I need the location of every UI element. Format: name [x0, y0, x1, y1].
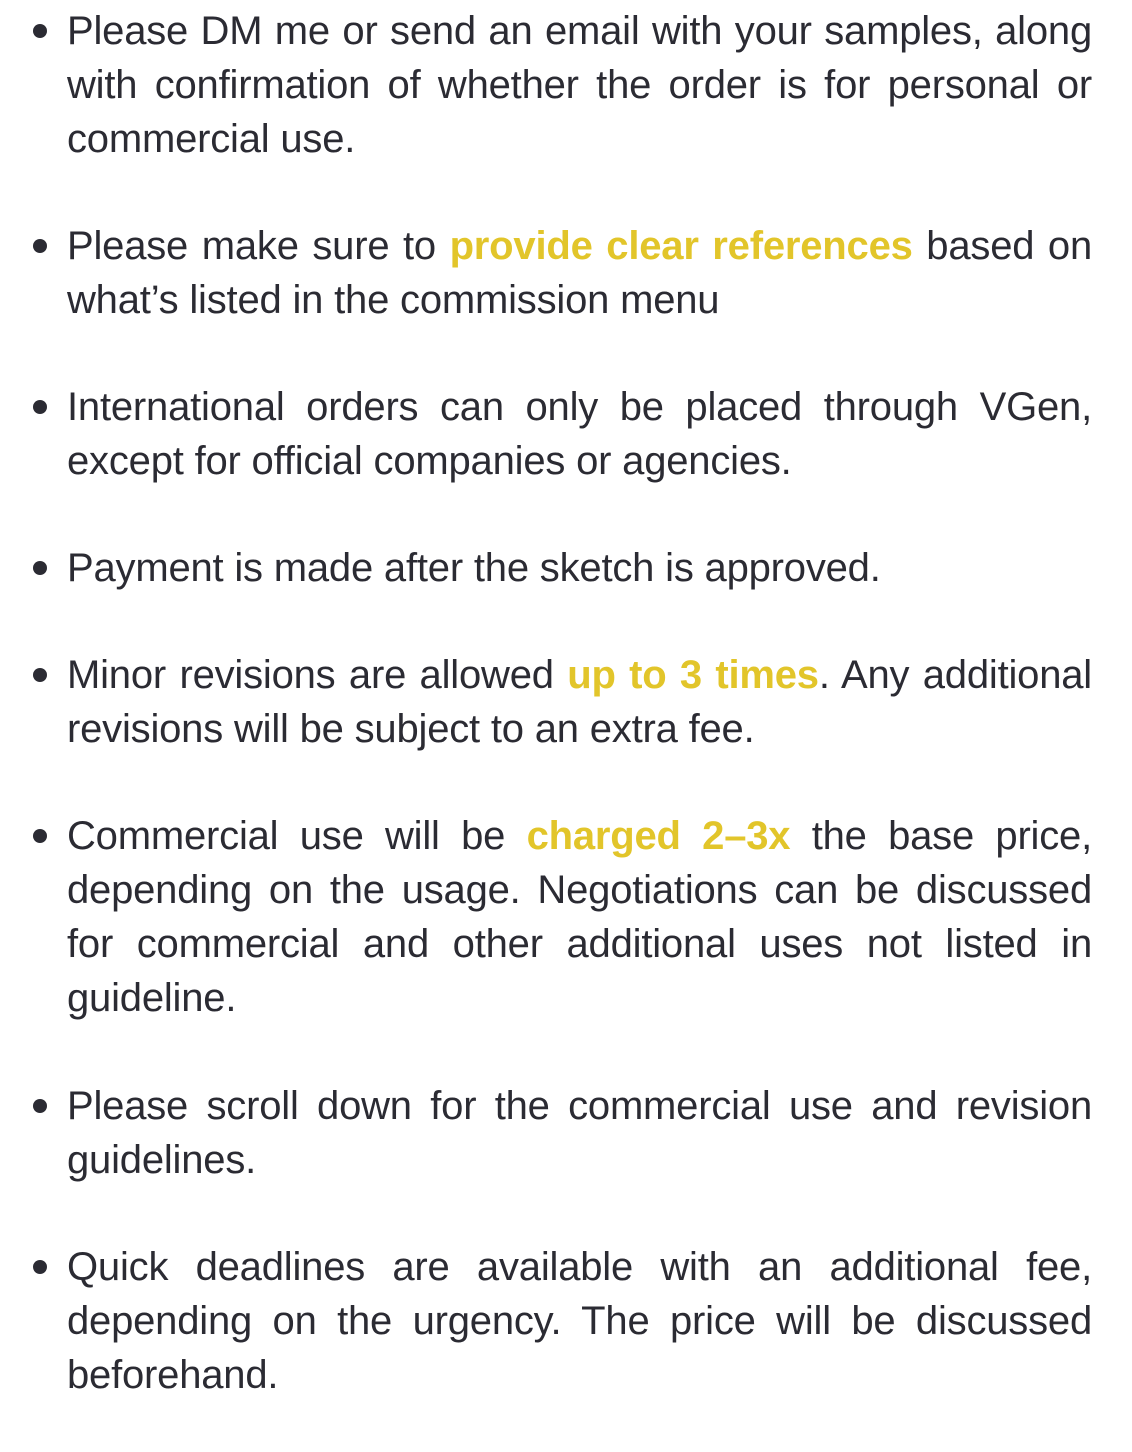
guideline-text-part: . Any additional revisions will be subject to an extra fee. — [67, 653, 1092, 751]
bullet-icon — [33, 561, 47, 575]
guideline-text — [67, 809, 1092, 1025]
guideline-text — [67, 219, 1092, 327]
guideline-text — [67, 648, 1092, 756]
bullet-icon — [33, 1099, 47, 1113]
guideline-text — [67, 380, 1092, 488]
guideline-text — [67, 1240, 1092, 1402]
guideline-text-part: Quick deadlines are available with an additional fee, depending on the urgency. The price will be discussed beforehand. — [67, 1245, 1092, 1397]
guideline-text-part: Please DM me or send an email with your samples, along with confirmation of whether the order is for personal or commercial use. — [67, 9, 1092, 161]
bullet-icon — [33, 400, 47, 414]
guideline-text-part: Payment is made after the sketch is approved. — [67, 546, 881, 590]
highlighted-text: up to 3 times — [567, 653, 819, 697]
highlighted-text: provide clear references — [449, 224, 913, 268]
guideline-text-part: International orders can only be placed through VGen, except for official companies or agencies. — [67, 385, 1092, 483]
guideline-text-part: based on what’s listed in the commission menu — [67, 224, 1093, 322]
guideline-text-part: Minor revisions are allowed — [67, 653, 568, 697]
guideline-text — [67, 4, 1092, 166]
highlighted-text: charged 2–3x — [526, 814, 791, 858]
guideline-text — [67, 541, 1092, 595]
guideline-text — [67, 1079, 1092, 1187]
bullet-icon — [33, 1260, 47, 1274]
guideline-text-part: Please scroll down for the commercial use and revision guidelines. — [67, 1084, 1092, 1182]
bullet-icon — [33, 668, 47, 682]
guideline-text-part: Please make sure to — [67, 224, 450, 268]
bullet-icon — [33, 239, 47, 253]
bullet-icon — [33, 24, 47, 38]
guideline-text-part: Commercial use will be — [67, 814, 527, 858]
guideline-text-part: the base price, depending on the usage. Negotiations can be discussed for commercial and other additional uses not listed in guideline. — [67, 814, 1093, 1020]
bullet-icon — [33, 829, 47, 843]
